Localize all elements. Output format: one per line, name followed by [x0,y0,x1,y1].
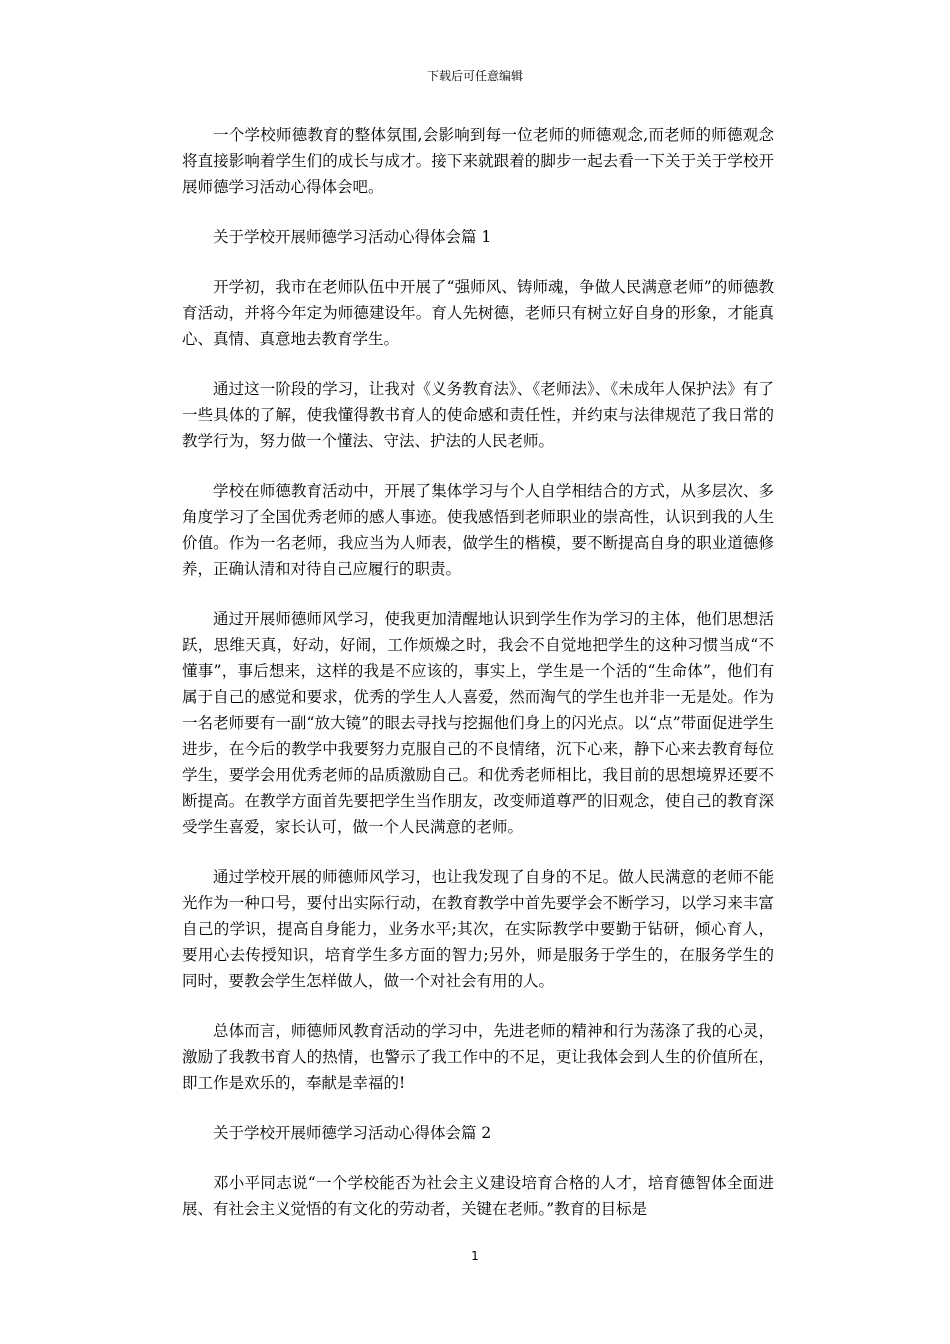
paragraph: 开学初，我市在老师队伍中开展了“强师风、铸师魂，争做人民满意老师”的师德教育活动，并将今年定为师德建设年。育人先树德，老师只有树立好自身的形象，才能真心、真情、真意地去教育学生。 [182,278,774,348]
paragraph: 通过学校开展的师德师风学习，也让我发现了自身的不足。做人民满意的老师不能光作为一种口号，要付出实际行动，在教育教学中首先要学会不断学习，以学习来丰富自己的学识，提高自身能力，业务水平;其次，在实际教学中要勤于钻研，倾心育人，要用心去传授知识，培育学生多方面的智力;另外，师是服务于学生的，在服务学生的同时，要教会学生怎样做人，做一个对社会有用的人。 [182,868,774,990]
paragraph: 总体而言，师德师风教育活动的学习中，先进老师的精神和行为荡涤了我的心灵，激励了我教书育人的热情，也警示了我工作中的不足，更让我体会到人生的价值所在，即工作是欢乐的，奉献是幸福的! [182,1022,774,1092]
section-2-title: 关于学校开展师德学习活动心得体会篇 2 [213,1124,492,1142]
section-1-title: 关于学校开展师德学习活动心得体会篇 1 [213,228,492,246]
page-header: 下载后可任意编辑 [426,69,523,83]
paragraph: 通过开展师德师风学习，使我更加清醒地认识到学生作为学习的主体，他们思想活跃，思维天真，好动，好闹，工作烦燥之时，我会不自觉地把学生的这种习惯当成“不懂事”，事后想来，这样的我是不应该的，事实上，学生是一个活的“生命体”，他们有属于自己的感觉和要求，优秀的学生人人喜爱，然而淘气的学生也并非一无是处。作为一名老师要有一副“放大镜”的眼去寻找与挖掘他们身上的闪光点。以“点”带面促进学生进步，在今后的教学中我要努力克服自己的不良情绪，沉下心来，静下心来去教育每位学生，要学会用优秀老师的品质激励自己。和优秀老师相比，我目前的思想境界还要不断提高。在教学方面首先要把学生当作朋友，改变师道尊严的旧观念，使自己的教育深受学生喜爱，家长认可，做一个人民满意的老师。 [182,610,774,836]
page-number: 1 [471,1249,479,1263]
paragraph: 邓小平同志说“一个学校能否为社会主义建设培育合格的人才，培育德智体全面进展、有社会主义觉悟的有文化的劳动者，关键在老师。”教育的目标是 [182,1174,774,1218]
paragraph: 学校在师德教育活动中，开展了集体学习与个人自学相结合的方式，从多层次、多角度学习了全国优秀老师的感人事迹。使我感悟到老师职业的崇高性，认识到我的人生价值。作为一名老师，我应当为人师表，做学生的楷模，要不断提高自身的职业道德修养，正确认清和对待自己应履行的职责。 [182,482,774,578]
intro-paragraph: 一个学校师德教育的整体氛围,会影响到每一位老师的师德观念,而老师的师德观念将直接影响着学生们的成长与成才。接下来就跟着的脚步一起去看一下关于关于学校开展师德学习活动心得体会吧。 [182,126,774,196]
paragraph: 通过这一阶段的学习，让我对《义务教育法》、《老师法》、《未成年人保护法》有了一些具体的了解，使我懂得教书育人的使命感和责任性，并约束与法律规范了我日常的教学行为，努力做一个懂法、守法、护法的人民老师。 [182,380,774,450]
document-body [182,122,774,1246]
